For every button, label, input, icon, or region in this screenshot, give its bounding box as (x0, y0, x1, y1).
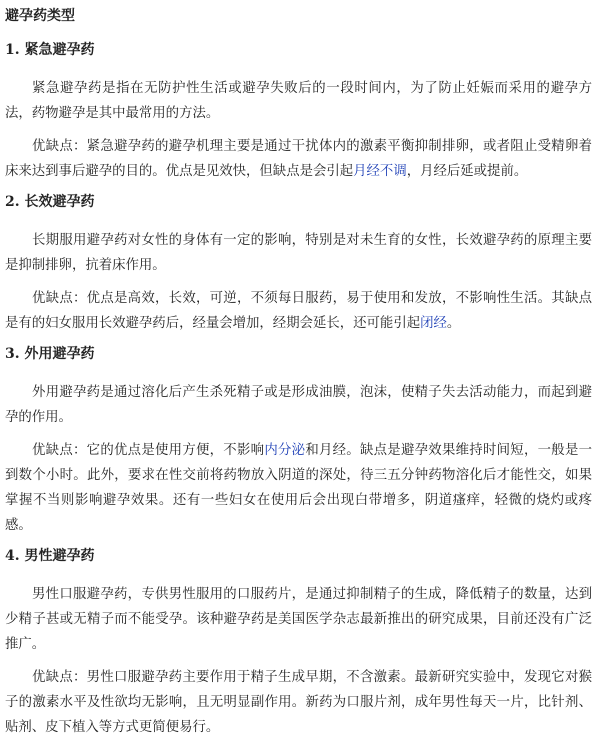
page-title: 避孕药类型 (5, 8, 75, 24)
section-heading: 2. 长效避孕药 (5, 194, 95, 210)
text-span: 优缺点：紧急避孕药的避孕机理主要是通过干扰体内的激素平衡抑制排卵，或者阻止受精卵着床来达到事后避孕的目的。优点是见效快，但缺点是会引起 (5, 139, 592, 179)
paragraph: 男性口服避孕药，专供男性服用的口服药片，是通过抑制精子的生成，降低精子的数量，达到少精子甚或无精子而不能受孕。该种避孕药是美国医学杂志最新推出的研究成果，目前还没有广泛推广。 (5, 587, 592, 652)
paragraph-pros-cons (5, 286, 592, 336)
section-male-contraceptive (5, 546, 592, 740)
section-heading: 1. 紧急避孕药 (5, 42, 95, 58)
section-heading: 3. 外用避孕药 (5, 346, 95, 362)
paragraph: 紧急避孕药是指在无防护性生活或避孕失败后的一段时间内，为了防止妊娠而采用的避孕方法，药物避孕是其中最常用的方法。 (5, 81, 592, 121)
paragraph-pros-cons (5, 438, 592, 538)
section-emergency-contraceptive (5, 40, 592, 184)
section-long-acting-contraceptive (5, 192, 592, 336)
paragraph: 外用避孕药是通过溶化后产生杀死精子或是形成油膜，泡沫，使精子失去活动能力，而起到避孕的作用。 (5, 385, 592, 425)
link-endocrine[interactable]: 内分泌 (264, 443, 306, 458)
text-span: 优缺点：优点是高效，长效，可逆，不须每日服药，易于使用和发放，不影响性生活。其缺点是有的妇女服用长效避孕药后，经量会增加，经期会延长，还可能引起 (5, 291, 592, 331)
text-span: ，月经后延或提前。 (406, 164, 528, 179)
paragraph-pros-cons: 优缺点：男性口服避孕药主要作用于精子生成早期，不含激素。最新研究实验中，发现它对猴子的激素水平及性欲均无影响，且无明显副作用。新药为口服片剂，成年男性每天一片，比针剂、贴剂、皮下植入等方式更简便易行。 (5, 670, 592, 735)
text-span: 和月经。缺点是避孕效果维持时间短，一般是一到数个小时。此外，要求在性交前将药物放入阴道的深处，待三五分钟药物溶化后才能性交，如果掌握不当则影响避孕效果。还有一些妇女在使用后会出现白带增多，阴道瘙痒，轻微的烧灼或疼感。 (5, 443, 593, 533)
text-span: 优缺点：它的优点是使用方便，不影响 (32, 443, 265, 458)
link-irregular-menstruation[interactable]: 月经不调 (353, 164, 407, 179)
text-span: 。 (446, 316, 461, 331)
section-topical-contraceptive (5, 344, 592, 538)
link-amenorrhea[interactable]: 闭经 (420, 316, 447, 331)
paragraph: 长期服用避孕药对女性的身体有一定的影响，特别是对未生育的女性，长效避孕药的原理主要是抑制排卵，抗着床作用。 (5, 233, 592, 273)
paragraph-pros-cons (5, 134, 592, 184)
section-heading: 4. 男性避孕药 (5, 548, 95, 564)
